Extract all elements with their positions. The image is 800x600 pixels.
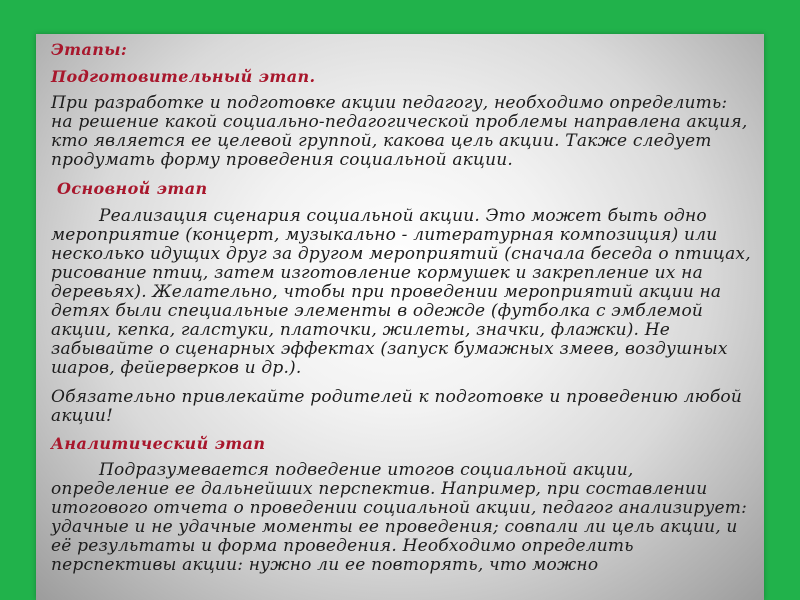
- prep-stage-text: При разработке и подготовке акции педагогу, необходимо определить: на решение какой социально-педагогической проблемы направлена акция, кто является ее целевой группой, какова цель акции. Также следует продумать форму проведения социальной акции.: [51, 93, 748, 170]
- slide-text-body: [51, 40, 751, 575]
- slide-content-panel: [36, 34, 764, 600]
- main-stage-text: Реализация сценария социальной акции. Это может быть одно мероприятие (концерт, музыкально - литературная композиция) или несколько идущих друг за другом мероприятий (сначала беседа о птицах, рисование птиц, затем изготовление кормушек и закрепление их на деревьях). Желательно, чтобы при проведении мероприятий акции на детях были специальные элементы в одежде (футболка с эмблемой акции, кепка, галстуки, платочки, жилеты, значки, флажки). Не забывайте о сценарных эффектах (запуск бумажных змеев, воздушных шаров, фейерверков и др.).: [51, 206, 751, 378]
- analytic-stage-heading: Аналитический этап: [51, 434, 266, 453]
- analytic-stage-text: Подразумевается подведение итогов социальной акции, определение ее дальнейших перспектив. Например, при составлении итогового отчета о проведении социальной акции, педагог анализирует: удачные и не удачные моменты ее проведения; совпали ли цель акции, и её результаты и форма проведения. Необходимо определить перспективы акции: нужно ли ее повторять, что можно: [51, 460, 748, 575]
- parents-note-text: Обязательно привлекайте родителей к подготовке и проведению любой акции!: [51, 387, 742, 426]
- main-stage-heading: Основной этап: [57, 179, 208, 198]
- prep-stage-heading: Подготовительный этап.: [51, 67, 316, 86]
- stages-label: Этапы:: [51, 40, 128, 59]
